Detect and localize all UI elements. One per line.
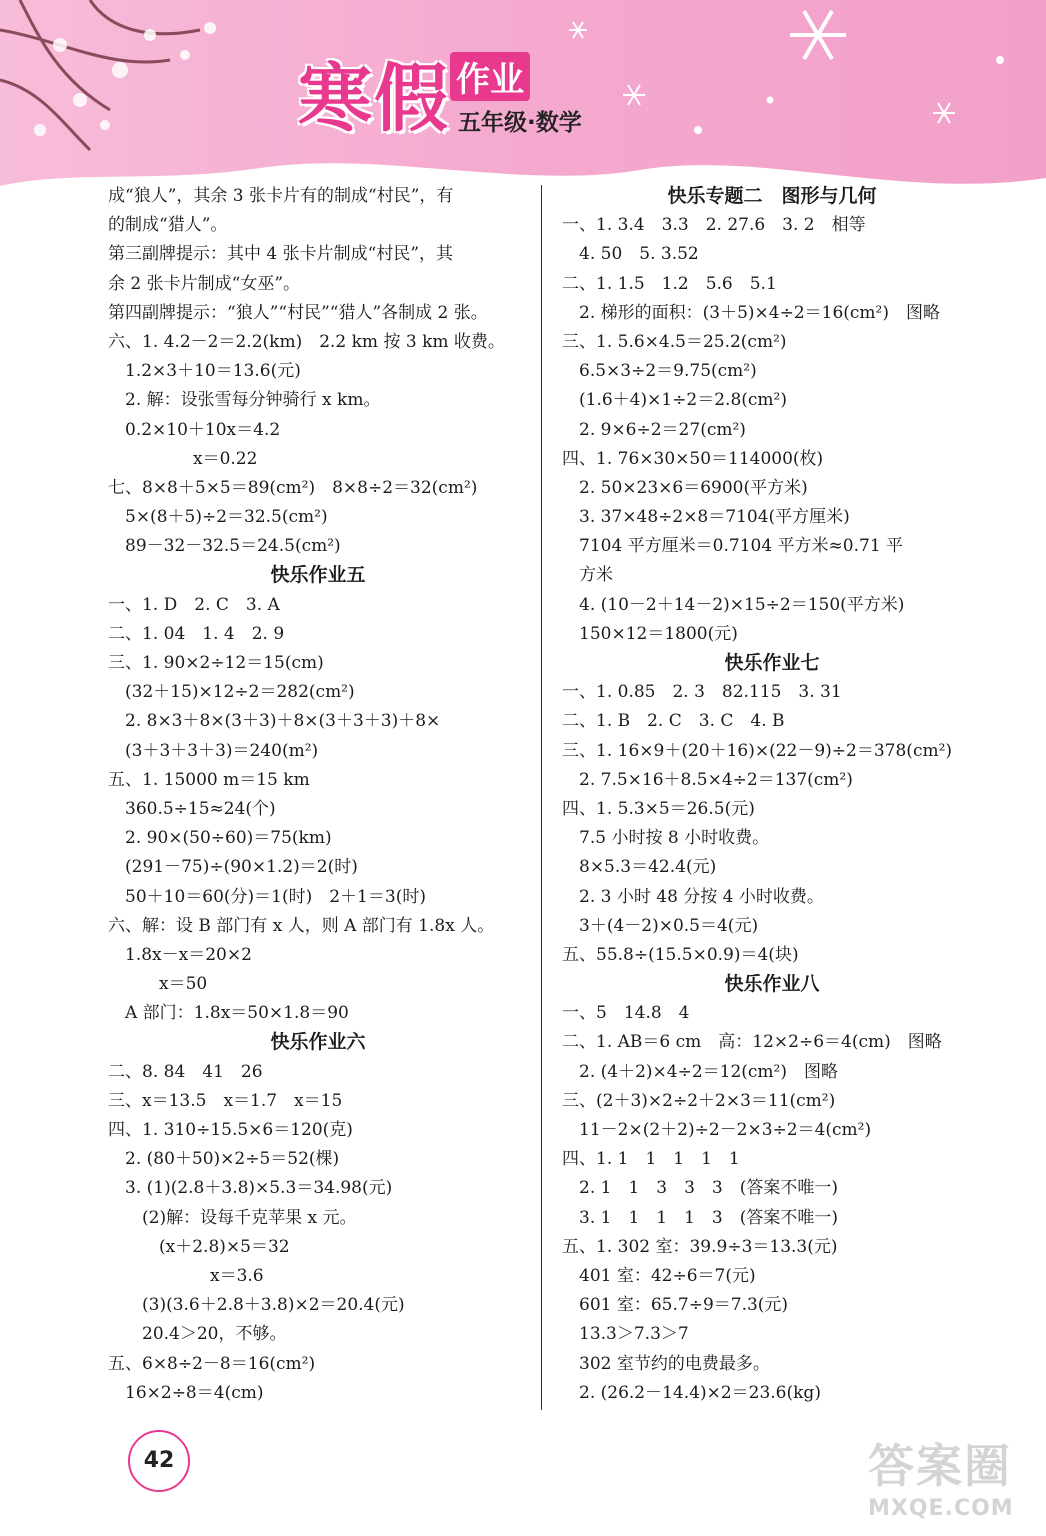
answer-line: 二、1. B 2. C 3. C 4. B bbox=[562, 711, 785, 732]
answer-line: 20.4＞20，不够。 bbox=[108, 1324, 287, 1345]
answer-line: 2. 50×23×6＝6900(平方米) bbox=[562, 477, 808, 498]
answer-line: 四、1. 1 1 1 1 1 bbox=[562, 1149, 740, 1170]
answer-line: 11－2×(2＋2)÷2－2×3÷2＝4(cm²) bbox=[562, 1120, 872, 1140]
answer-line: x＝3.6 bbox=[108, 1265, 264, 1286]
answer-line: 一、1. 0.85 2. 3 82.115 3. 31 bbox=[562, 682, 842, 703]
header-banner bbox=[0, 0, 1046, 205]
answer-line: 二、1. 04 1. 4 2. 9 bbox=[108, 623, 285, 644]
answer-line: 五、6×8÷2－8＝16(cm²) bbox=[108, 1353, 316, 1374]
answer-line: 六、解：设 B 部门有 x 人，则 A 部门有 1.8x 人。 bbox=[108, 915, 495, 936]
watermark-logo-text: 答案圈 bbox=[868, 1439, 1012, 1493]
section-heading: 快乐专题二 图形与几何 bbox=[667, 185, 877, 207]
answer-line: 3. (1)(2.8＋3.8)×5.3＝34.98(元) bbox=[108, 1178, 393, 1199]
answer-line: 四、1. 5.3×5＝26.5(元) bbox=[562, 798, 755, 819]
answer-line: 50＋10＝60(分)＝1(时) 2＋1＝3(时) bbox=[108, 886, 426, 907]
answer-line: 三、1. 16×9＋(20＋16)×(22－9)÷2＝378(cm²) bbox=[562, 740, 953, 761]
answer-line: 1.2×3＋10＝13.6(元) bbox=[108, 361, 301, 382]
answer-line: 第四副牌提示：“狼人”“村民”“猎人”各制成 2 张。 bbox=[108, 302, 488, 323]
answer-line: (291－75)÷(90×1.2)＝2(时) bbox=[108, 857, 358, 878]
answer-line: (32＋15)×12÷2＝282(cm²) bbox=[108, 682, 355, 703]
title-main: 寒假 bbox=[298, 56, 450, 142]
answer-line: 13.3＞7.3＞7 bbox=[562, 1324, 689, 1345]
answer-line: 5×(8＋5)÷2＝32.5(cm²) bbox=[108, 507, 328, 528]
answer-line: 2. (4＋2)×4÷2＝12(cm²) 图略 bbox=[562, 1061, 838, 1082]
answer-line: 3＋(4－2)×0.5＝4(元) bbox=[562, 915, 759, 936]
answer-line: 2. (26.2－14.4)×2＝23.6(kg) bbox=[562, 1382, 821, 1403]
answer-line: 三、1. 90×2÷12＝15(cm) bbox=[108, 653, 324, 673]
answer-line: 150×12＝1800(元) bbox=[562, 623, 738, 644]
grade-subject: 五年级·数学 bbox=[458, 110, 582, 136]
answer-line: 89－32－32.5＝24.5(cm²) bbox=[108, 536, 341, 557]
section-heading: 快乐作业八 bbox=[724, 973, 820, 996]
answer-line: 成“狼人”，其余 3 张卡片有的制成“村民”，有 bbox=[108, 186, 454, 206]
answer-line: 五、55.8÷(15.5×0.9)＝4(块) bbox=[562, 944, 799, 965]
answer-line: 余 2 张卡片制成“女巫”。 bbox=[108, 273, 301, 294]
answer-line: (3)(3.6＋2.8＋3.8)×2＝20.4(元) bbox=[108, 1295, 405, 1316]
answer-line: 2. 解：设张雪每分钟骑行 x km。 bbox=[108, 390, 381, 411]
answer-line: 4. 50 5. 3.52 bbox=[562, 244, 699, 265]
section-heading: 快乐作业六 bbox=[270, 1031, 366, 1054]
section-heading: 快乐作业五 bbox=[270, 564, 366, 587]
answer-line: 第三副牌提示：其中 4 张卡片制成“村民”，其 bbox=[108, 244, 454, 265]
answer-line: 7.5 小时按 8 小时收费。 bbox=[562, 828, 770, 849]
answer-line: 8×5.3＝42.4(元) bbox=[562, 857, 717, 878]
answer-line: 6.5×3÷2＝9.75(cm²) bbox=[562, 361, 757, 382]
answer-line: 0.2×10＋10x＝4.2 bbox=[108, 419, 281, 440]
watermark-url: MXQE.COM bbox=[868, 1496, 1014, 1521]
section-heading: 快乐作业七 bbox=[724, 652, 820, 674]
answer-line: 一、5 14.8 4 bbox=[562, 1003, 690, 1024]
answer-line: 五、1. 302 室：39.9÷3＝13.3(元) bbox=[562, 1236, 838, 1257]
answer-line: 2. 9×6÷2＝27(cm²) bbox=[562, 419, 746, 440]
answer-line: 4. (10－2＋14－2)×15÷2＝150(平方米) bbox=[562, 594, 905, 615]
answer-line: 16×2÷8＝4(cm) bbox=[108, 1382, 264, 1403]
answer-line: 二、8. 84 41 26 bbox=[108, 1061, 263, 1082]
answer-line: 1.8x－x＝20×2 bbox=[108, 944, 252, 965]
answer-line: 一、1. D 2. C 3. A bbox=[108, 594, 280, 615]
answer-line: 三、1. 5.6×4.5＝25.2(cm²) bbox=[562, 331, 787, 352]
answer-line: (1.6＋4)×1÷2＝2.8(cm²) bbox=[562, 390, 787, 411]
answer-column-right bbox=[562, 182, 982, 1408]
watermark bbox=[868, 1430, 1038, 1526]
answer-line: 2. (80＋50)×2÷5＝52(棵) bbox=[108, 1149, 340, 1170]
answer-line: 2. 1 1 3 3 3 (答案不唯一) bbox=[562, 1178, 838, 1199]
answer-line: 3. 37×48÷2×8＝7104(平方厘米) bbox=[562, 507, 850, 528]
answer-line: 2. 8×3＋8×(3＋3)＋8×(3＋3＋3)＋8× bbox=[108, 711, 441, 732]
answer-line: A 部门：1.8x＝50×1.8＝90 bbox=[108, 1003, 349, 1024]
answer-line: (2)解：设每千克苹果 x 元。 bbox=[108, 1207, 357, 1228]
page-number: 42 bbox=[128, 1430, 190, 1492]
answer-line: x＝0.22 bbox=[108, 448, 258, 469]
answer-line: 601 室：65.7÷9＝7.3(元) bbox=[562, 1295, 789, 1316]
answer-line: 五、1. 15000 m＝15 km bbox=[108, 769, 310, 790]
answer-line: 三、(2＋3)×2÷2＋2×3＝11(cm²) bbox=[562, 1090, 836, 1111]
column-divider bbox=[541, 185, 542, 1410]
answer-line: 七、8×8＋5×5＝89(cm²) 8×8÷2＝32(cm²) bbox=[108, 477, 478, 498]
answer-line: (3＋3＋3＋3)＝240(m²) bbox=[108, 740, 319, 761]
answer-line: 三、x＝13.5 x＝1.7 x＝15 bbox=[108, 1090, 343, 1111]
answer-line: 2. 3 小时 48 分按 4 小时收费。 bbox=[562, 886, 824, 907]
answer-line: 四、1. 310÷15.5×6＝120(克) bbox=[108, 1120, 353, 1140]
answer-line: 四、1. 76×30×50＝114000(枚) bbox=[562, 448, 824, 469]
answer-line: 3. 1 1 1 1 3 (答案不唯一) bbox=[562, 1207, 838, 1228]
answer-line: 2. 7.5×16＋8.5×4÷2＝137(cm²) bbox=[562, 769, 853, 790]
answer-line: 的制成“猎人”。 bbox=[108, 215, 228, 236]
title-sub: 作业 bbox=[450, 52, 530, 101]
answer-line: 一、1. 3.4 3.3 2. 27.6 3. 2 相等 bbox=[562, 215, 866, 236]
answer-line: 二、1. AB＝6 cm 高：12×2÷6＝4(cm) 图略 bbox=[562, 1032, 942, 1053]
answer-line: 7104 平方厘米＝0.7104 平方米≈0.71 平 bbox=[562, 536, 904, 557]
answer-line: x＝50 bbox=[108, 974, 208, 995]
answer-line: 2. 90×(50÷60)＝75(km) bbox=[108, 828, 332, 849]
answer-line: (x＋2.8)×5＝32 bbox=[108, 1236, 290, 1257]
answer-line: 2. 梯形的面积：(3＋5)×4÷2＝16(cm²) 图略 bbox=[562, 302, 940, 323]
answer-line: 六、1. 4.2－2＝2.2(km) 2.2 km 按 3 km 收费。 bbox=[108, 331, 505, 352]
answer-column-left bbox=[108, 182, 528, 1408]
answer-line: 方米 bbox=[562, 565, 613, 586]
answer-line: 302 室节约的电费最多。 bbox=[562, 1353, 770, 1374]
answer-line: 401 室：42÷6＝7(元) bbox=[562, 1265, 756, 1286]
answer-line: 360.5÷15≈24(个) bbox=[108, 798, 276, 819]
answer-line: 二、1. 1.5 1.2 5.6 5.1 bbox=[562, 273, 777, 294]
